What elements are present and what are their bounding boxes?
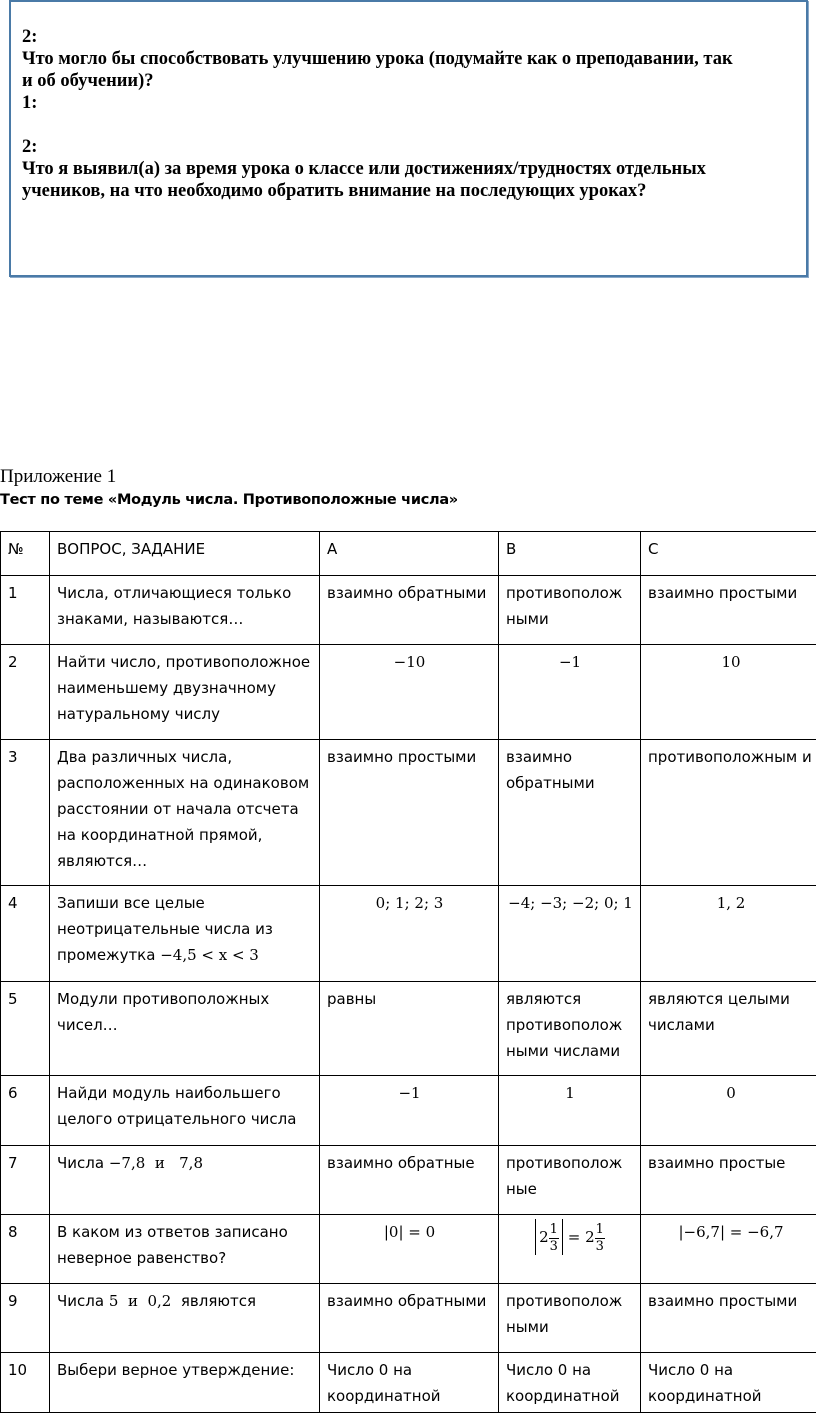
answer-c: взаимно простые xyxy=(641,1146,816,1215)
answer-b: Число 0 на координатной xyxy=(499,1353,641,1413)
answer-c: взаимно простыми xyxy=(641,1284,816,1353)
reflection-question-improve: Что могло бы способствовать улучшению урока (подумайте как о преподавании, так xyxy=(22,48,802,70)
reflection-line: 2: xyxy=(22,136,802,158)
table-row xyxy=(1,645,816,740)
answer-b: противополож ными xyxy=(499,576,641,645)
question-cell: Найди модуль наибольшего целого отрицательного числа xyxy=(50,1076,320,1146)
answer-c: 0 xyxy=(641,1076,816,1146)
table-row xyxy=(1,1076,816,1146)
math-expression: −4,5 < x < 3 xyxy=(160,946,259,964)
answer-a: |0| = 0 xyxy=(320,1215,499,1284)
answer-c: противоположным и xyxy=(641,740,816,886)
row-number: 10 xyxy=(1,1353,50,1413)
row-number: 7 xyxy=(1,1146,50,1215)
math-expression: −7,8 xyxy=(109,1154,145,1172)
test-table xyxy=(0,531,816,1413)
answer-b: противополож ные xyxy=(499,1146,641,1215)
question-cell: Модули противоположных чисел… xyxy=(50,982,320,1076)
mixed-number-whole: 2 xyxy=(539,1228,549,1246)
appendix-label: Приложение 1 xyxy=(0,466,116,488)
question-cell: Числа, отличающиеся только знаками, называются… xyxy=(50,576,320,645)
math-expression: 7,8 xyxy=(179,1154,203,1172)
reflection-box xyxy=(9,0,808,277)
question-cell: В каком из ответов записано неверное равенство? xyxy=(50,1215,320,1284)
reflection-line: 2: xyxy=(22,26,802,48)
header-b: В xyxy=(499,532,641,576)
question-text: Числа xyxy=(57,1154,104,1172)
question-cell xyxy=(50,1146,320,1215)
answer-b: −1 xyxy=(499,645,641,740)
fraction-denominator: 3 xyxy=(549,1239,559,1255)
answer-b: −4; −3; −2; 0; 1 xyxy=(499,886,641,982)
question-cell xyxy=(50,886,320,982)
table-row xyxy=(1,1215,816,1284)
question-cell: Выбери верное утверждение: xyxy=(50,1353,320,1413)
answer-b xyxy=(499,1215,641,1284)
answer-b: противополож ными xyxy=(499,1284,641,1353)
question-text: Числа xyxy=(57,1292,104,1310)
question-cell xyxy=(50,1284,320,1353)
reflection-line: 1: xyxy=(22,92,802,114)
answer-c: 10 xyxy=(641,645,816,740)
answer-a: взаимно обратными xyxy=(320,1284,499,1353)
answer-a: −1 xyxy=(320,1076,499,1146)
question-text: Запиши все целые неотрицательные числа из промежутка xyxy=(57,894,273,964)
table-row xyxy=(1,1146,816,1215)
header-number: № xyxy=(1,532,50,576)
answer-a: Число 0 на координатной xyxy=(320,1353,499,1413)
answer-c: взаимно простыми xyxy=(641,576,816,645)
fraction xyxy=(595,1222,605,1255)
row-number: 6 xyxy=(1,1076,50,1146)
answer-a: взаимно обратными xyxy=(320,576,499,645)
fraction xyxy=(549,1222,559,1255)
header-question: ВОПРОС, ЗАДАНИЕ xyxy=(50,532,320,576)
math-expression: 0,2 xyxy=(147,1292,171,1310)
reflection-line: и об обучении)? xyxy=(22,70,802,92)
header-c: С xyxy=(641,532,816,576)
row-number: 9 xyxy=(1,1284,50,1353)
reflection-text xyxy=(22,26,802,202)
table-header-row xyxy=(1,532,816,576)
answer-c: |−6,7| = −6,7 xyxy=(641,1215,816,1284)
question-text: являются xyxy=(181,1292,256,1310)
reflection-line: учеников, на что необходимо обратить внимание на последующих уроках? xyxy=(22,180,802,202)
answer-a: 0; 1; 2; 3 xyxy=(320,886,499,982)
mixed-number-whole: 2 xyxy=(585,1228,595,1246)
row-number: 1 xyxy=(1,576,50,645)
question-cell: Найти число, противоположное наименьшему двузначному натуральному числу xyxy=(50,645,320,740)
answer-a: взаимно простыми xyxy=(320,740,499,886)
absolute-value xyxy=(535,1219,563,1255)
math-conjunction: и xyxy=(128,1292,138,1310)
row-number: 3 xyxy=(1,740,50,886)
answer-a: −10 xyxy=(320,645,499,740)
math-conjunction: и xyxy=(155,1154,165,1172)
answer-c: являются целыми числами xyxy=(641,982,816,1076)
answer-b: взаимно обратными xyxy=(499,740,641,886)
table-row xyxy=(1,982,816,1076)
fraction-numerator: 1 xyxy=(549,1222,559,1239)
math-expression: 5 xyxy=(109,1292,119,1310)
row-number: 8 xyxy=(1,1215,50,1284)
question-cell: Два различных числа, расположенных на одинаковом расстоянии от начала отсчета на координатной прямой, являются… xyxy=(50,740,320,886)
answer-b: являются противополож ными числами xyxy=(499,982,641,1076)
row-number: 4 xyxy=(1,886,50,982)
table-row xyxy=(1,740,816,886)
table-row xyxy=(1,886,816,982)
table-row xyxy=(1,1284,816,1353)
answer-c: Число 0 на координатной xyxy=(641,1353,816,1413)
fraction-numerator: 1 xyxy=(595,1222,605,1239)
fraction-denominator: 3 xyxy=(595,1239,605,1255)
table-row xyxy=(1,576,816,645)
answer-b: 1 xyxy=(499,1076,641,1146)
row-number: 2 xyxy=(1,645,50,740)
header-a: А xyxy=(320,532,499,576)
reflection-question-observed: Что я выявил(а) за время урока о классе или достижениях/трудностях отдельных xyxy=(22,158,802,180)
answer-a: взаимно обратные xyxy=(320,1146,499,1215)
row-number: 5 xyxy=(1,982,50,1076)
answer-c: 1, 2 xyxy=(641,886,816,982)
equals-sign: = xyxy=(568,1228,581,1246)
table-row xyxy=(1,1353,816,1413)
answer-a: равны xyxy=(320,982,499,1076)
test-title: Тест по теме «Модуль числа. Противоположные числа» xyxy=(0,492,458,508)
